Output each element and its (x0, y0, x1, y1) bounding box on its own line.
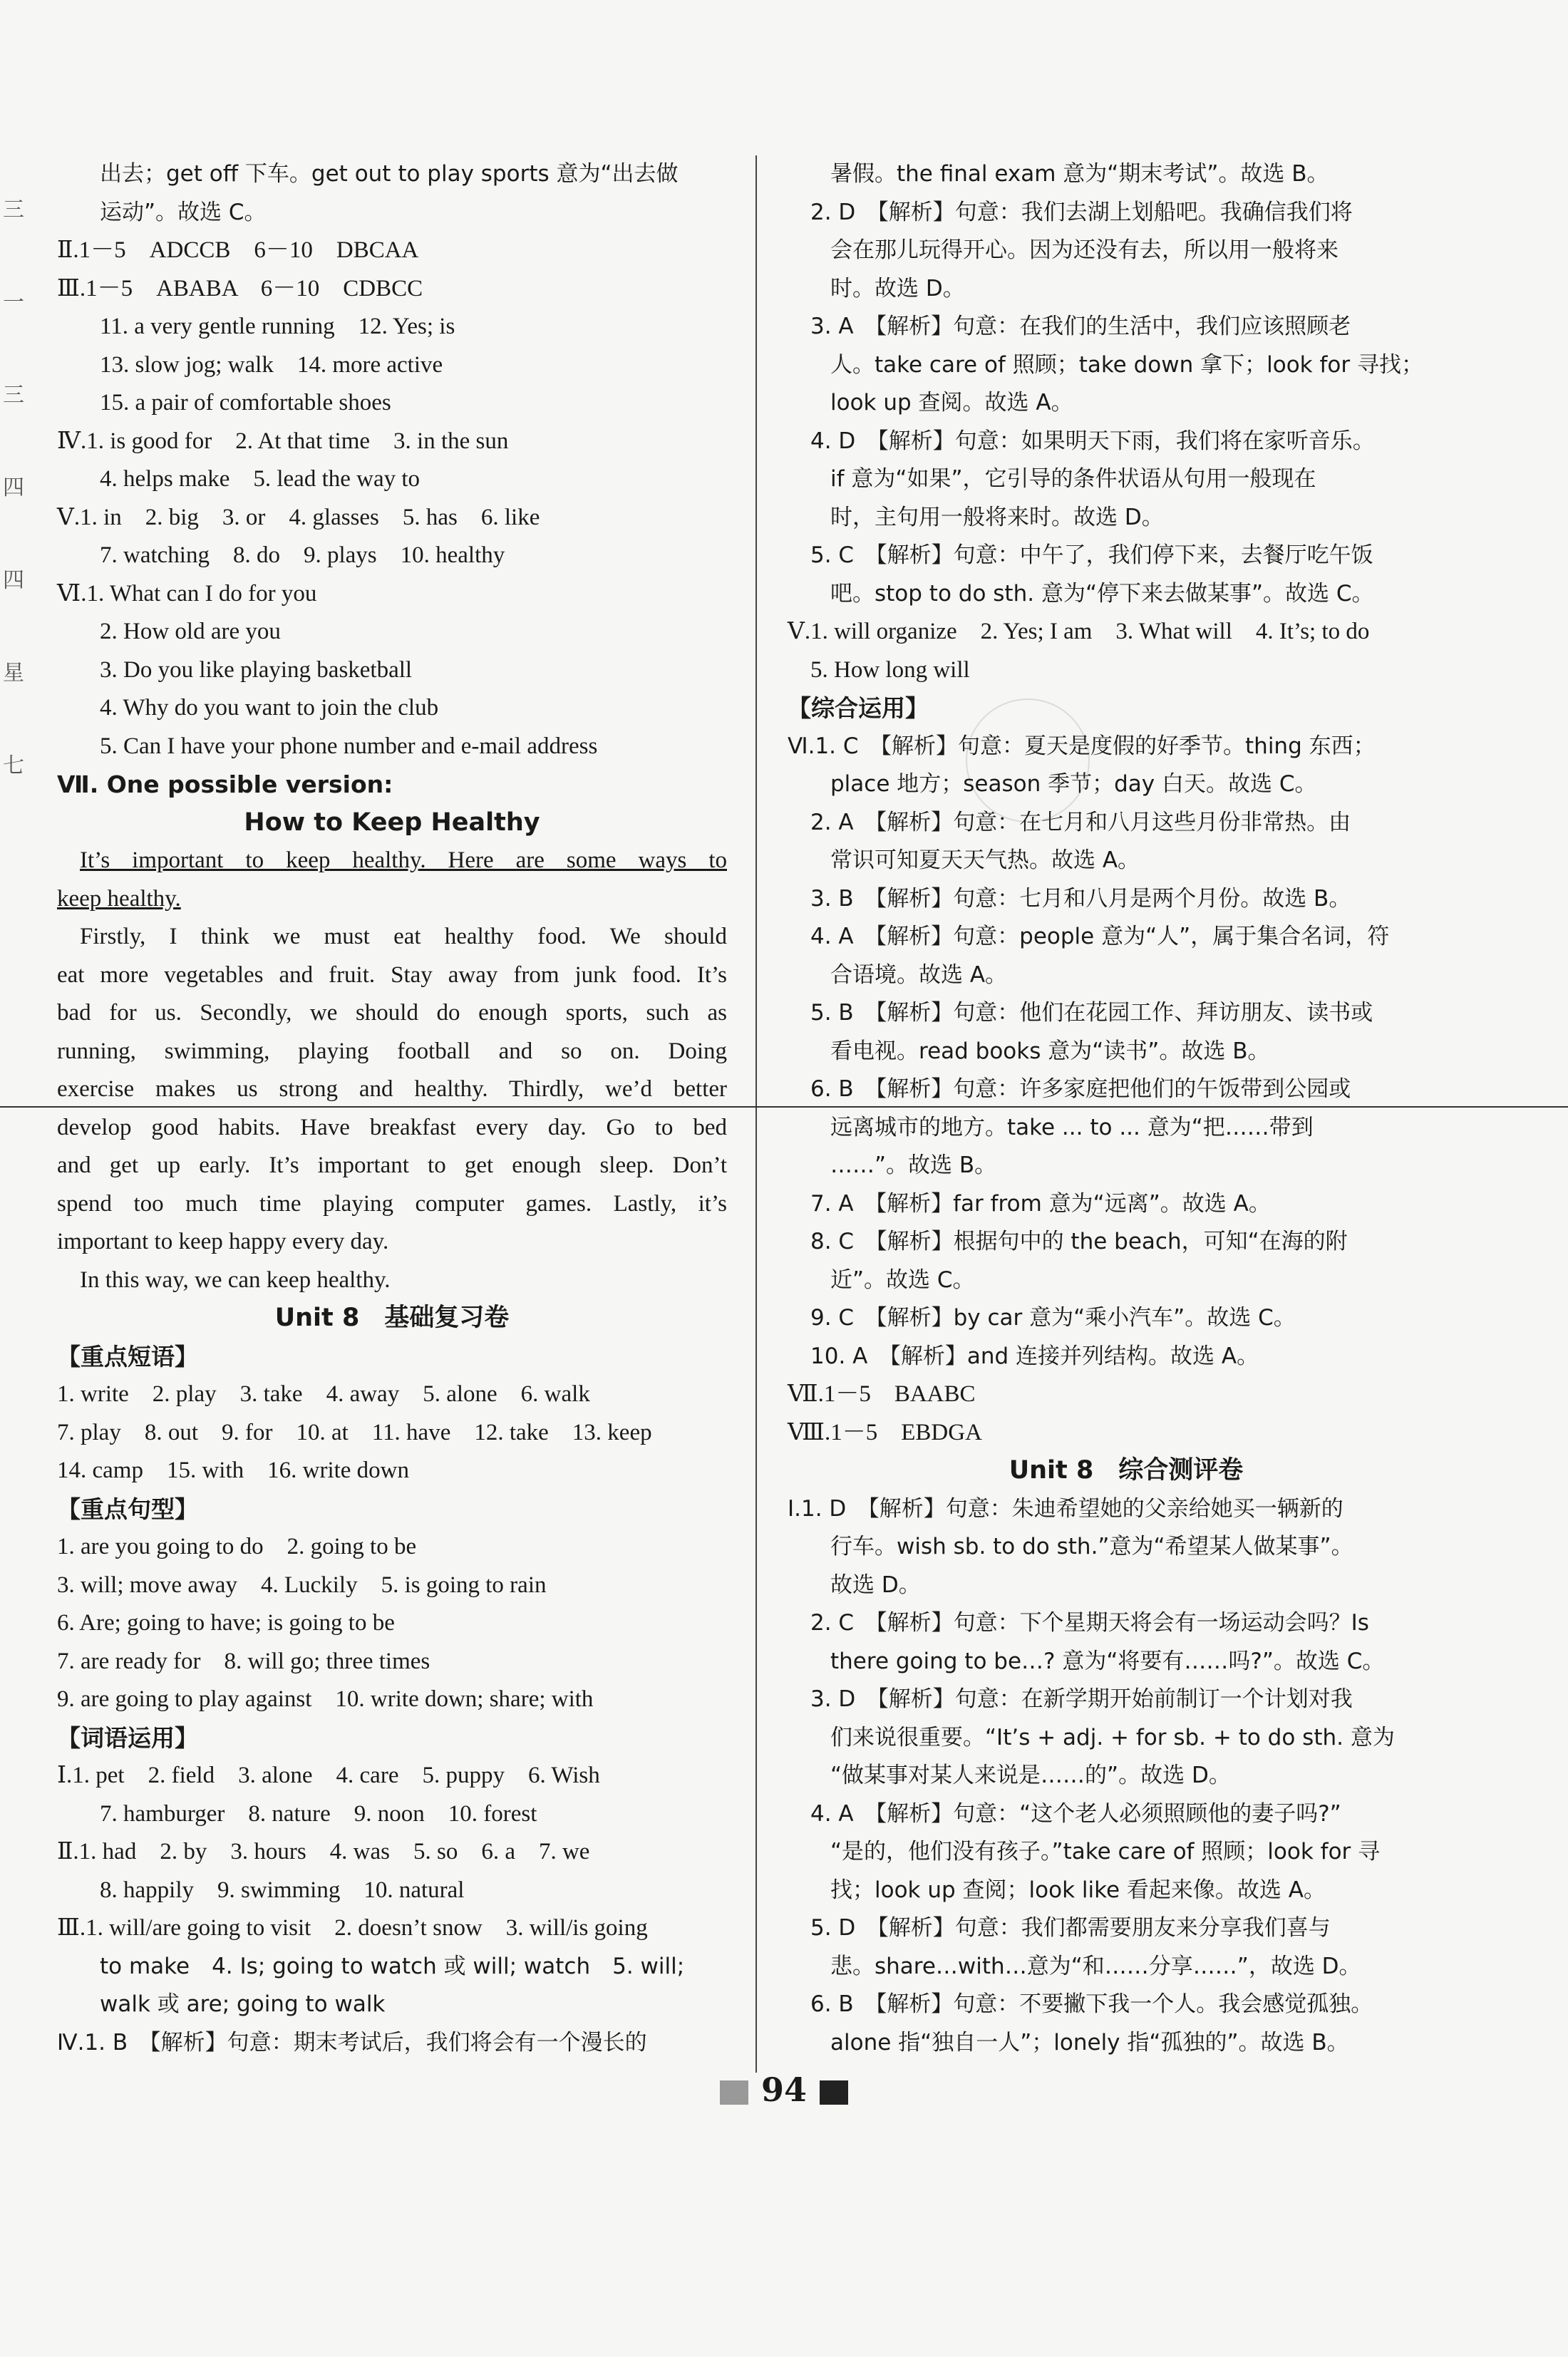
right-column-line: there going to be…? 意为“将要有……吗?”。故选 C。 (830, 1648, 1385, 1674)
right-column-line: 2. D 【解析】句意：我们去湖上划船吧。我确信我们将 (810, 199, 1353, 225)
left-column-line: 1. write 2. play 3. take 4. away 5. alone 6. walk (57, 1381, 590, 1407)
right-column-line: 吧。stop to do sth. 意为“停下来去做某事”。故选 C。 (830, 580, 1374, 607)
left-column-line: 14. camp 15. with 16. write down (57, 1458, 410, 1483)
page-number: 94 (760, 2070, 807, 2109)
left-column-line: eat more vegetables and fruit. Stay away from junk food. It’s (57, 961, 727, 988)
right-column-line: ……”。故选 B。 (830, 1152, 997, 1178)
right-column-line: Ⅷ.1－5 EBDGA (788, 1419, 982, 1445)
left-column-line: 9. are going to play against 10. write down; share; with (57, 1686, 594, 1712)
right-column-line: 6. B 【解析】句意：许多家庭把他们的午饭带到公园或 (810, 1076, 1351, 1102)
left-column-line: 4. helps make 5. lead the way to (100, 466, 421, 492)
left-column-line: Ⅵ.1. What can I do for you (57, 580, 317, 607)
margin-char: 三 (3, 197, 24, 222)
right-column-line: 5. D 【解析】句意：我们都需要朋友来分享我们喜与 (810, 1915, 1331, 1941)
binding-margin-text (3, 164, 24, 813)
right-column-line: place 地方；season 季节；day 白天。故选 C。 (830, 771, 1317, 797)
left-column-line: bad for us. Secondly, we should do enough sports, such as (57, 1000, 727, 1026)
left-column-line: and get up early. It’s important to get enough sleep. Don’t (57, 1152, 727, 1178)
right-column-line: “是的，他们没有孩子。”take care of 照顾；look for 寻 (830, 1839, 1381, 1865)
left-column-line: Ⅴ.1. in 2. big 3. or 4. glasses 5. has 6. like (57, 504, 540, 530)
page-footer (0, 2070, 1568, 2109)
right-column (788, 155, 1465, 2062)
right-column-line: 暑假。the final exam 意为“期末考试”。故选 B。 (830, 161, 1329, 187)
right-column-line: Ⅰ.1. D 【解析】句意：朱迪希望她的父亲给她买一辆新的 (788, 1495, 1343, 1522)
left-column-line: keep healthy. (57, 885, 181, 912)
right-column-line: 10. A 【解析】and 连接并列结构。故选 A。 (810, 1343, 1259, 1369)
footer-gray-square (720, 2080, 748, 2105)
right-column-line: 3. B 【解析】句意：七月和八月是两个月份。故选 B。 (810, 885, 1351, 912)
left-column-line: 11. a very gentle running 12. Yes; is (100, 314, 455, 339)
margin-char: 三 (3, 383, 24, 408)
left-column-line: Ⅱ.1－5 ADCCB 6－10 DBCAA (57, 237, 419, 263)
left-column-line: exercise makes us strong and healthy. Thirdly, we’d better (57, 1076, 727, 1102)
right-column-line: 4. D 【解析】句意：如果明天下雨，我们将在家听音乐。 (810, 428, 1375, 454)
left-column-line: It’s important to keep healthy. Here are some ways to (80, 847, 727, 873)
left-column-line: running, swimming, playing football and so on. Doing (57, 1038, 727, 1064)
left-column-line: to make 4. Is; going to watch 或 will; watch 5. will; (100, 1953, 685, 1979)
column-divider (755, 155, 757, 2073)
right-column-line: 找；look up 查阅；look like 看起来像。故选 A。 (830, 1877, 1326, 1903)
right-column-line: 会在那儿玩得开心。因为还没有去，所以用一般将来 (830, 237, 1339, 263)
left-column (57, 155, 727, 2062)
right-column-line: if 意为“如果”，它引导的条件状语从句用一般现在 (830, 466, 1316, 492)
left-column-line: Firstly, I think we must eat healthy food. We should (80, 924, 727, 949)
left-column-line: 6. Are; going to have; is going to be (57, 1610, 395, 1636)
right-column-line: 故选 D。 (830, 1572, 921, 1598)
right-column-line: 时。故选 D。 (830, 275, 965, 301)
right-column-line: 2. C 【解析】句意：下个星期天将会有一场运动会吗？Is (810, 1610, 1369, 1636)
left-column-line: 7. are ready for 8. will go; three times (57, 1648, 430, 1674)
left-column-line: walk 或 are; going to walk (100, 1991, 386, 2017)
right-column-line: 4. A 【解析】句意：“这个老人必须照顾他的妻子吗?” (810, 1800, 1341, 1827)
right-column-line: 们来说很重要。“It’s + adj. + for sb. + to do sth. 意为 (830, 1724, 1395, 1750)
left-column-line: 【词语运用】 (57, 1723, 198, 1752)
left-column-line: 【重点句型】 (57, 1495, 198, 1523)
right-column-line: 6. B 【解析】句意：不要撇下我一个人。我会感觉孤独。 (810, 1991, 1373, 2017)
left-column-line: 13. slow jog; walk 14. more active (100, 351, 443, 378)
margin-char: 一 (3, 290, 24, 315)
left-column-line: Ⅲ.1. will/are going to visit 2. doesn’t snow 3. will/is going (57, 1915, 648, 1941)
right-column-line: Ⅴ.1. will organize 2. Yes; I am 3. What will 4. It’s; to do (788, 619, 1370, 644)
left-column-line: 7. hamburger 8. nature 9. noon 10. forest (100, 1800, 537, 1827)
right-column-line: 合语境。故选 A。 (830, 961, 1008, 988)
right-column-line: 行车。wish sb. to do sth.”意为“希望某人做某事”。 (830, 1534, 1353, 1559)
right-column-line: alone 指“独自一人”；lonely 指“孤独的”。故选 B。 (830, 2029, 1349, 2056)
right-column-line: look up 查阅。故选 A。 (830, 390, 1073, 416)
right-column-line: 常识可知夏天天气热。故选 A。 (830, 847, 1140, 873)
right-column-line: Unit 8 综合测评卷 (1009, 1456, 1244, 1485)
left-column-line: 4. Why do you want to join the club (100, 695, 439, 721)
right-column-line: 4. A 【解析】句意：people 意为“人”，属于集合名词，符 (810, 924, 1390, 949)
right-column-line: 3. A 【解析】句意：在我们的生活中，我们应该照顾老 (810, 314, 1351, 339)
margin-char: 七 (3, 753, 24, 778)
left-column-line: Ⅶ. One possible version: (57, 770, 393, 798)
left-column-line: Ⅰ.1. pet 2. field 3. alone 4. care 5. puppy 6. Wish (57, 1763, 600, 1788)
margin-char: 四 (3, 568, 24, 593)
left-column-line: 1. are you going to do 2. going to be (57, 1534, 417, 1559)
right-column-line: Ⅵ.1. C 【解析】句意：夏天是度假的好季节。thing 东西； (788, 733, 1376, 759)
right-column-line: 5. How long will (810, 656, 970, 683)
margin-char: 四 (3, 475, 24, 500)
right-column-line: 5. C 【解析】句意：中午了，我们停下来，去餐厅吃午饭 (810, 542, 1373, 568)
right-column-line: 【综合运用】 (788, 694, 929, 722)
left-column-line: Ⅲ.1－5 ABABA 6－10 CDBCC (57, 275, 423, 301)
left-column-line: develop good habits. Have breakfast every day. Go to bed (57, 1114, 727, 1140)
right-column-line: 人。take care of 照顾；take down 拿下；look for 寻找； (830, 351, 1423, 378)
left-column-line: 7. watching 8. do 9. plays 10. healthy (100, 542, 505, 568)
left-column-line: 3. Do you like playing basketball (100, 656, 413, 683)
left-column-line: 【重点短语】 (57, 1342, 198, 1371)
left-column-line: Ⅳ.1. B 【解析】句意：期末考试后，我们将会有一个漫长的 (57, 2029, 647, 2056)
right-column-line: 8. C 【解析】根据句中的 the beach，可知“在海的附 (810, 1229, 1348, 1254)
right-column-line: Ⅶ.1－5 BAABC (788, 1381, 976, 1407)
left-column-line: 2. How old are you (100, 619, 281, 644)
footer-black-square (820, 2080, 848, 2105)
left-column-line: 出去；get off 下车。get out to play sports 意为“出去做 (100, 161, 679, 187)
left-column-line: In this way, we can keep healthy. (80, 1267, 391, 1293)
right-column-line: 悲。share…with…意为“和……分享……”，故选 D。 (830, 1953, 1361, 1979)
left-column-line: 15. a pair of comfortable shoes (100, 390, 391, 416)
right-column-line: 2. A 【解析】句意：在七月和八月这些月份非常热。由 (810, 809, 1351, 835)
left-column-line: 7. play 8. out 9. for 10. at 11. have 12. take 13. keep (57, 1419, 652, 1445)
margin-char: 星 (3, 661, 24, 686)
left-column-line: 5. Can I have your phone number and e-mail address (100, 733, 598, 759)
right-column-line: 看电视。read books 意为“读书”。故选 B。 (830, 1038, 1270, 1064)
right-column-line: 时，主句用一般将来时。故选 D。 (830, 504, 1164, 530)
left-column-line: Ⅱ.1. had 2. by 3. hours 4. was 5. so 6. a 7. we (57, 1839, 590, 1865)
right-column-line: 远离城市的地方。take ... to ... 意为“把……带到 (830, 1114, 1314, 1140)
left-column-line: 8. happily 9. swimming 10. natural (100, 1877, 465, 1903)
left-column-line: 运动”。故选 C。 (100, 199, 267, 225)
right-column-line: “做某事对某人来说是……的”。故选 D。 (830, 1763, 1231, 1788)
right-column-line: 近”。故选 C。 (830, 1267, 975, 1293)
left-column-line: important to keep happy every day. (57, 1229, 389, 1254)
left-column-line: spend too much time playing computer games. Lastly, it’s (57, 1190, 727, 1217)
right-column-line: 5. B 【解析】句意：他们在花园工作、拜访朋友、读书或 (810, 1000, 1373, 1026)
left-column-line: Unit 8 基础复习卷 (274, 1304, 510, 1332)
right-column-line: 3. D 【解析】句意：在新学期开始前制订一个计划对我 (810, 1686, 1353, 1712)
left-column-line: 3. will; move away 4. Luckily 5. is going to rain (57, 1572, 547, 1598)
left-column-line: How to Keep Healthy (244, 808, 540, 837)
right-column-line: 7. A 【解析】far from 意为“远离”。故选 A。 (810, 1190, 1271, 1217)
left-column-line: Ⅳ.1. is good for 2. At that time 3. in the sun (57, 428, 509, 454)
right-column-line: 9. C 【解析】by car 意为“乘小汽车”。故选 C。 (810, 1305, 1296, 1331)
